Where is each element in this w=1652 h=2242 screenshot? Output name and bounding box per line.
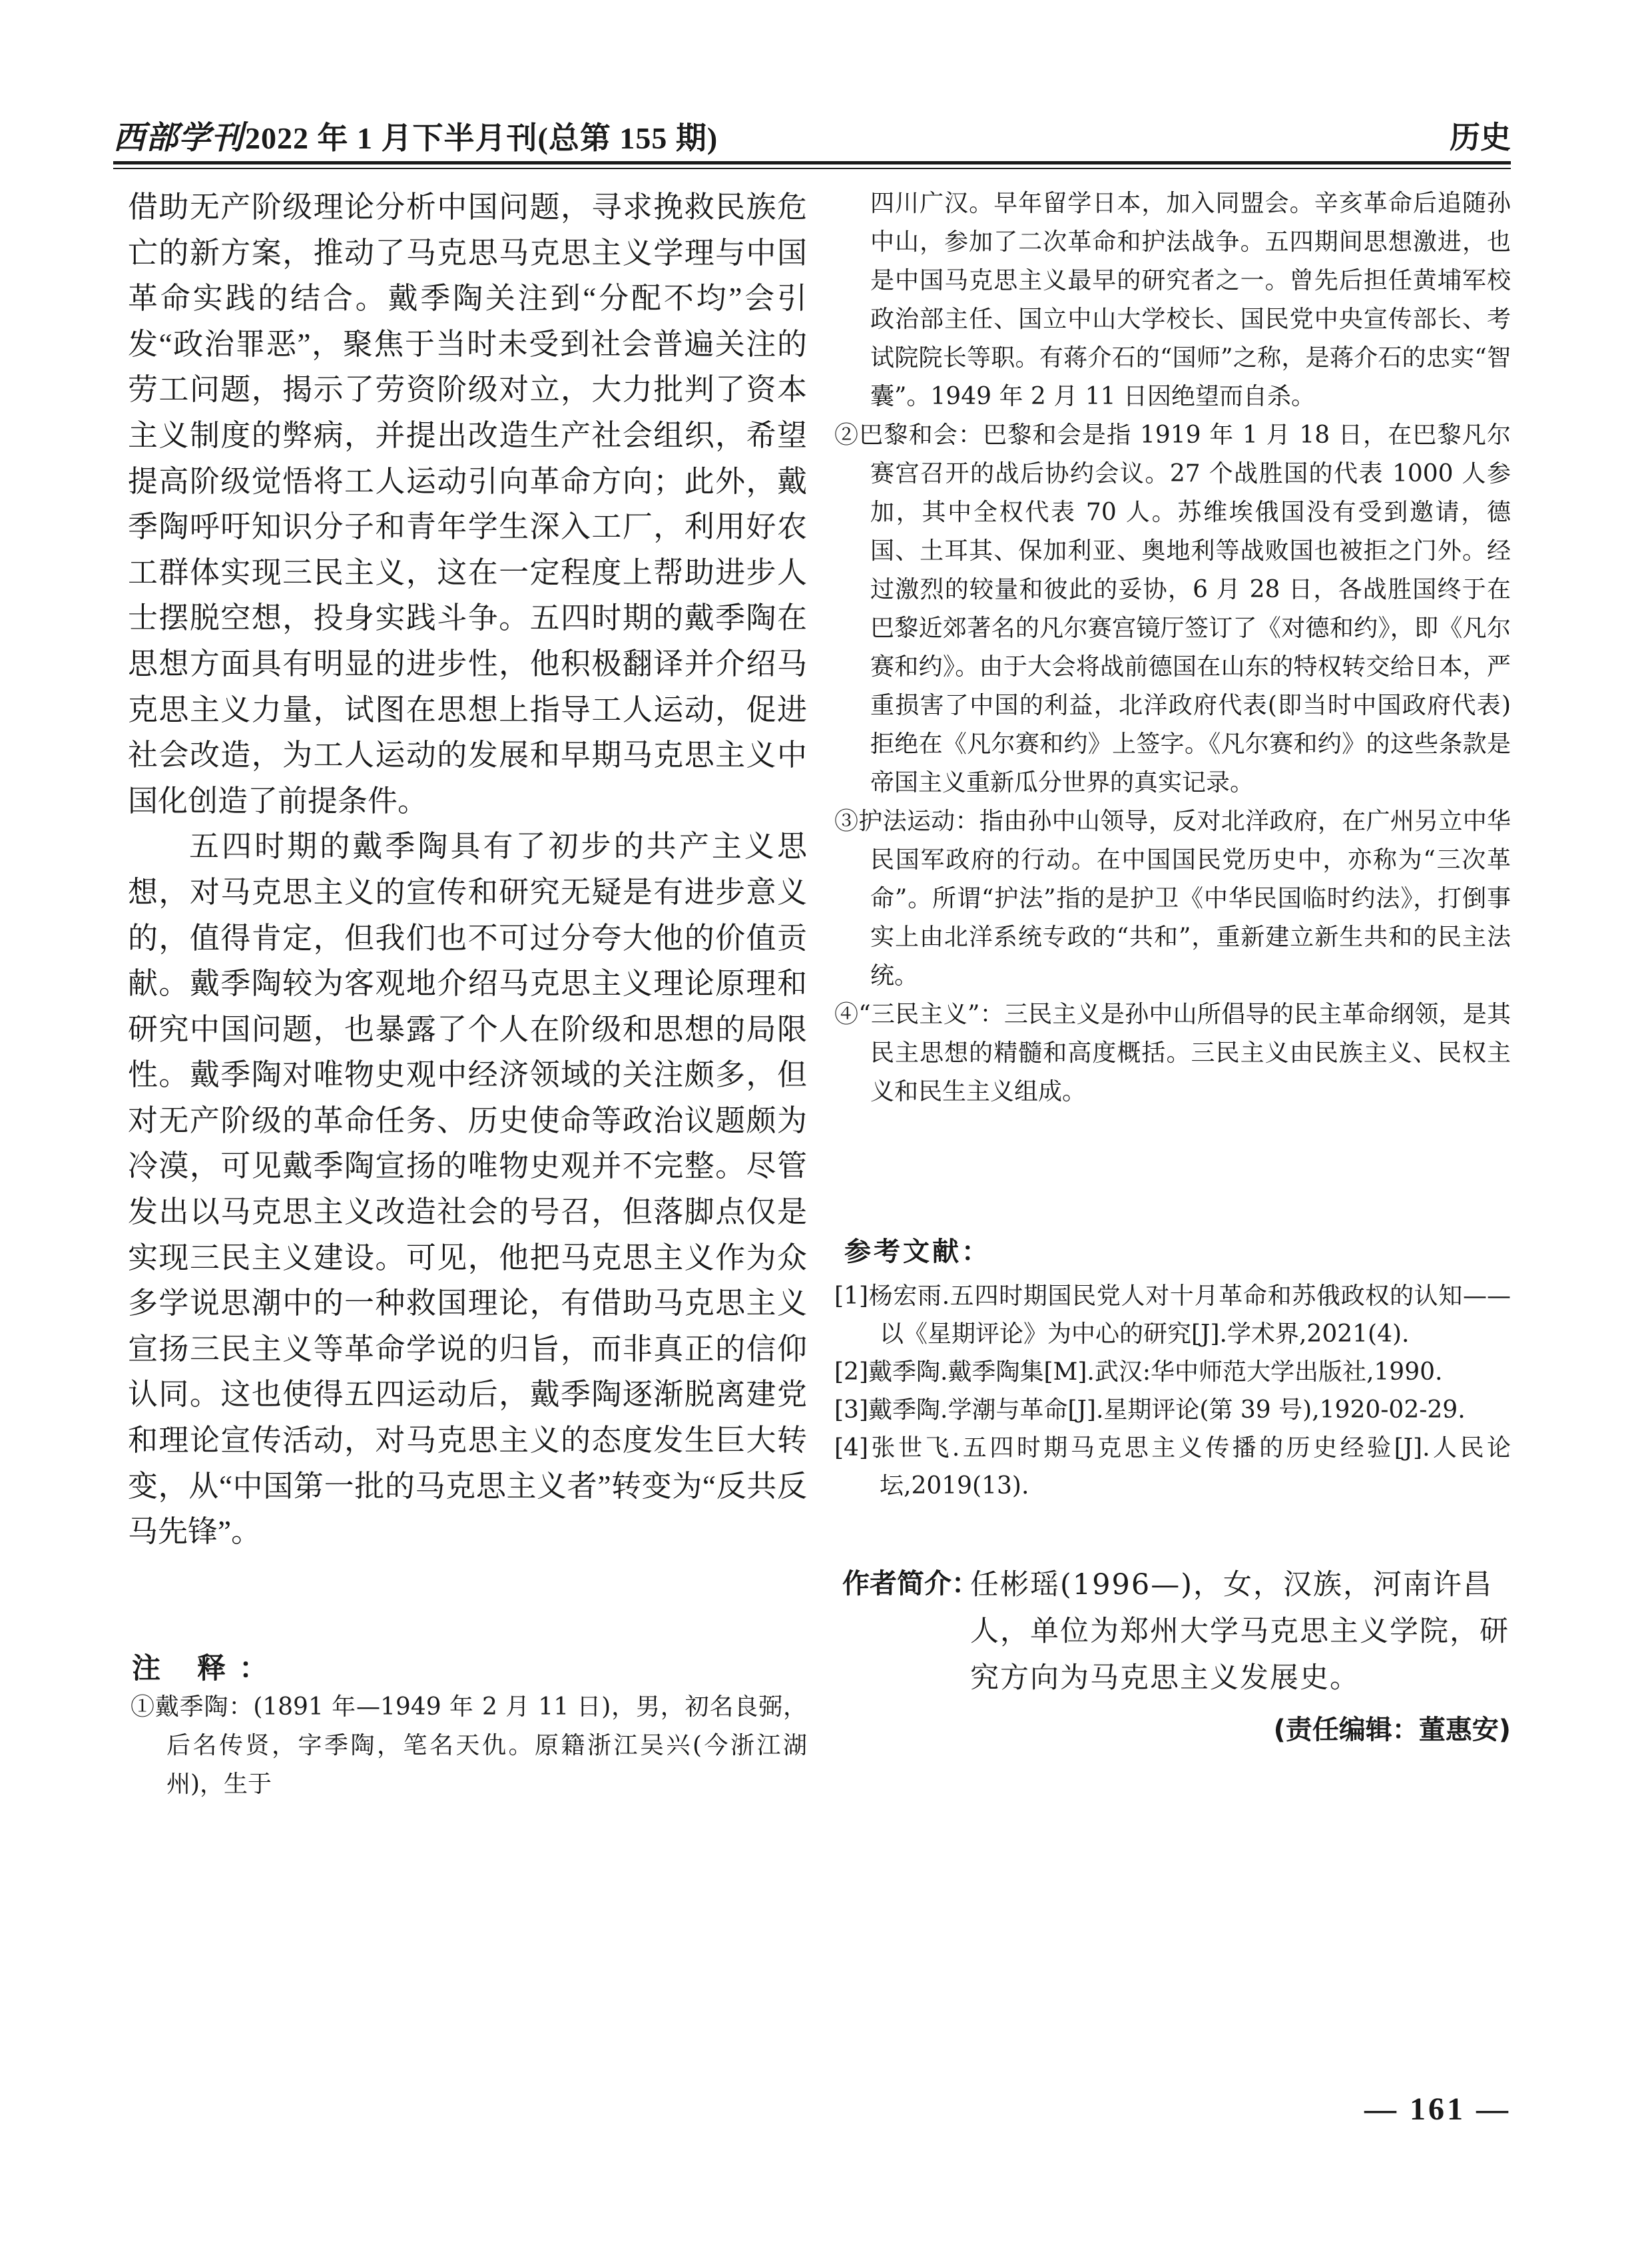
note-2: ②巴黎和会：巴黎和会是指 1919 年 1 月 18 日，在巴黎凡尔赛宫召开的战后协约会议。27 个战胜国的代表 1000 人参加，其中全权代表 70 人。苏维埃俄国没有受到邀请，德国、土耳其、保加利亚、奥地利等战败国也被拒之门外。经过激烈的较量和彼此的妥协，6 月 28 日，各战胜国终于在巴黎近郊著名的凡尔赛宫镜厅签订了《对德和约》，即《凡尔赛和约》。由于大会将战前德国在山东的特权转交给日本，严重损害了中国的利益，北洋政府代表(即当时中国政府代表)拒绝在《凡尔赛和约》上签字。《凡尔赛和约》的这些条款是帝国主义重新瓜分世界的真实记录。: [834, 421, 1511, 796]
header-rule-thin: [113, 168, 1511, 169]
body-paragraph-1: 借助无产阶级理论分析中国问题，寻求挽救民族危亡的新方案，推动了马克思马克思主义学理与中国革命实践的结合。戴季陶关注到“分配不均”会引发“政治罪恶”，聚焦于当时未受到社会普遍关注的劳工问题，揭示了劳资阶级对立，大力批判了资本主义制度的弊病，并提出改造生产社会组织，希望提高阶级觉悟将工人运动引向革命方向；此外，戴季陶呼吁知识分子和青年学生深入工厂，利用好农工群体实现三民主义，这在一定程度上帮助进步人士摆脱空想，投身实践斗争。五四时期的戴季陶在思想方面具有明显的进步性，他积极翻译并介绍马克思主义力量，试图在思想上指导工人运动，促进社会改造，为工人运动的发展和早期马克思主义中国化创造了前提条件。: [128, 190, 807, 818]
author-label: 作者简介：: [842, 1567, 979, 1599]
note-4: ④“三民主义”：三民主义是孙中山所倡导的民主革命纲领，是其民主思想的精髓和高度概括。三民主义由民族主义、民权主义和民生主义组成。: [834, 1001, 1511, 1105]
page-number: — 161 —: [1364, 2092, 1511, 2127]
reference-item: [4]张世飞.五四时期马克思主义传播的历史经验[J].人民论坛,2019(13).: [834, 1434, 1511, 1500]
left-column: [128, 184, 807, 1555]
note-1-continued: 四川广汉。早年留学日本，加入同盟会。辛亥革命后追随孙中山，参加了二次革命和护法战争。五四期间思想激进，也是中国马克思主义最早的研究者之一。曾先后担任黄埔军校政治部主任、国立中山大学校长、国民党中央宣传部长、考试院院长等职。有蒋介石的“国师”之称，是蒋介石的忠实“智囊”。1949 年 2 月 11 日因绝望而自杀。: [870, 190, 1511, 410]
section-label: 历史: [1450, 119, 1511, 155]
reference-item: [2]戴季陶.戴季陶集[M].武汉:华中师范大学出版社,1990.: [834, 1358, 1443, 1386]
reference-item: [3]戴季陶.学潮与革命[J].星期评论(第 39 号),1920-02-29.: [834, 1396, 1466, 1424]
journal-logo: 西部学刊: [113, 121, 244, 156]
responsible-editor: (责任编辑：董惠安): [1273, 1715, 1511, 1745]
issue-info: 2022 年 1 月下半月刊(总第 155 期): [245, 121, 718, 155]
body-paragraph-2: 五四时期的戴季陶具有了初步的共产主义思想，对马克思主义的宣传和研究无疑是有进步意义的，值得肯定，但我们也不可过分夸大他的价值贡献。戴季陶较为客观地介绍马克思主义理论原理和研究中国问题，也暴露了个人在阶级和思想的局限性。戴季陶对唯物史观中经济领域的关注颇多，但对无产阶级的革命任务、历史使命等政治议题颇为冷漠，可见戴季陶宣扬的唯物史观并不完整。尽管发出以马克思主义改造社会的号召，但落脚点仅是实现三民主义建设。可见，他把马克思主义作为众多学说思潮中的一种救国理论，有借助马克思主义宣扬三民主义等革命学说的归旨，而非真正的信仰认同。这也使得五四运动后，戴季陶逐渐脱离建党和理论宣传活动，对马克思主义的态度发生巨大转变，从“中国第一批的马克思主义者”转变为“反共反马先锋”。: [128, 830, 807, 1549]
header-rule-thick: [113, 161, 1511, 164]
notes-heading: 注 释：: [132, 1652, 281, 1685]
references-list: [834, 1277, 1511, 1505]
notes-left: [131, 1688, 807, 1804]
note-1-start: ①戴季陶：(1891 年—1949 年 2 月 11 日)，男，初名良弼，后名传贤，字季陶，笔名天仇。原籍浙江吴兴(今浙江湖州)，生于: [131, 1693, 807, 1798]
reference-item: [1]杨宏雨.五四时期国民党人对十月革命和苏俄政权的认知——以《星期评论》为中心的研究[J].学术界,2021(4).: [834, 1282, 1511, 1348]
right-column-notes: [834, 184, 1511, 1111]
journal-header: [113, 112, 718, 158]
note-3: ③护法运动：指由孙中山领导，反对北洋政府，在广州另立中华民国军政府的行动。在中国国民党历史中，亦称为“三次革命”。所谓“护法”指的是护卫《中华民国临时约法》，打倒事实上由北洋系统专政的“共和”，重新建立新生共和的民主法统。: [834, 808, 1511, 989]
references-heading: 参考文献：: [844, 1237, 991, 1267]
author-text: 任彬瑶(1996—)，女，汉族，河南许昌人，单位为郑州大学马克思主义学院，研究方向为马克思主义发展史。: [970, 1568, 1510, 1695]
